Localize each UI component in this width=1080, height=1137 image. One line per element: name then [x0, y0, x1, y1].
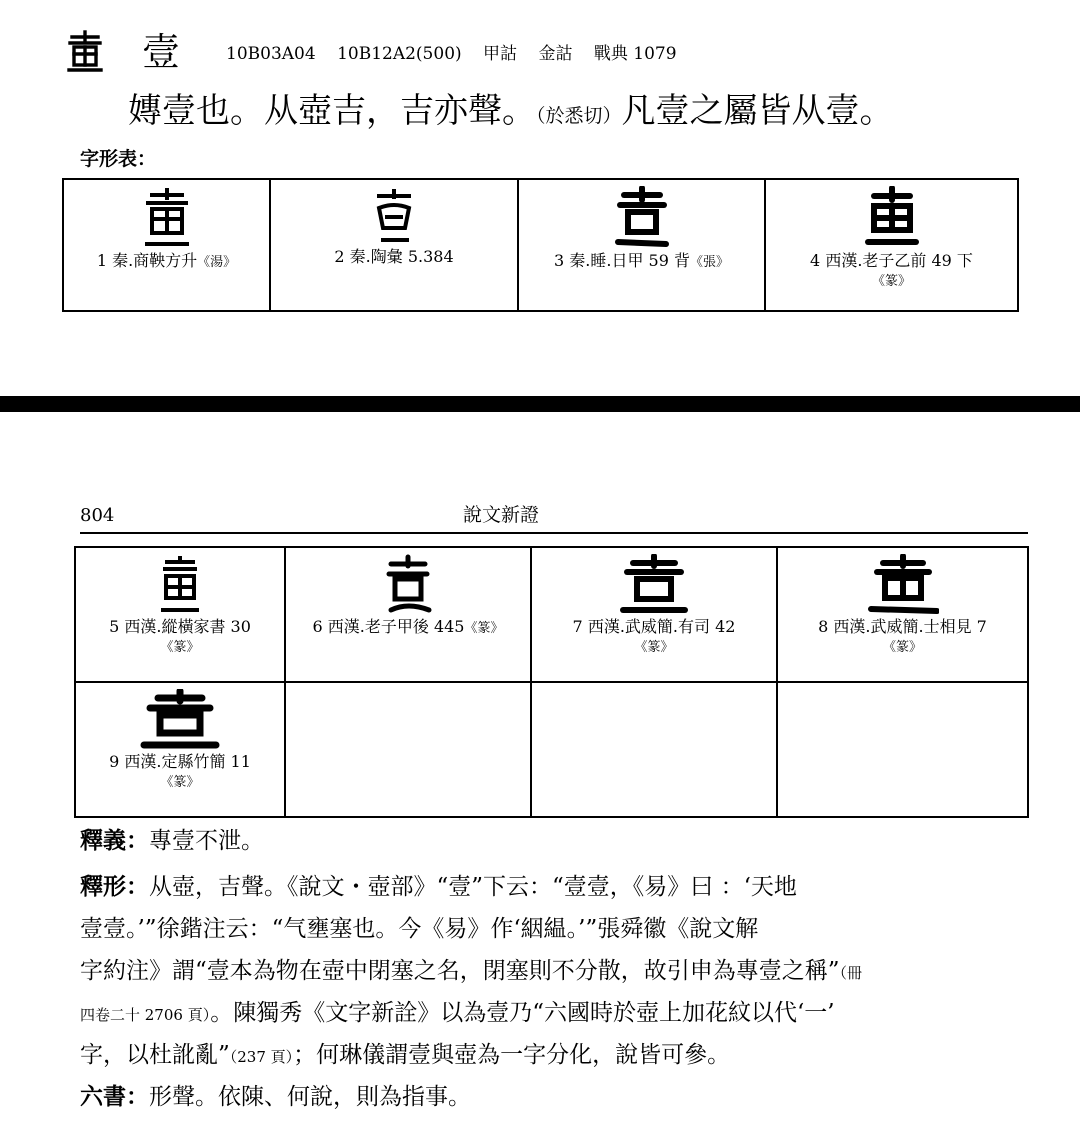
paragraph-line [80, 998, 835, 1030]
reference-code: 金詁 [538, 44, 573, 64]
definition-text: 嫥壹也。从壺吉，吉亦聲。 [128, 91, 536, 131]
glyph-caption: 6 西漢.老子甲後 445 [312, 617, 465, 636]
glyph-cell [63, 179, 270, 311]
reference-code: 10B03A04 [226, 44, 316, 64]
glyph-caption: 4 西漢.老子乙前 49 下 [810, 251, 973, 270]
citation-note: （冊 [839, 964, 863, 982]
section-label: 釋形： [80, 873, 149, 900]
definition-text: 凡壹之屬皆从壹。 [621, 91, 894, 131]
glyph-table-label: 字形表： [80, 148, 157, 170]
seal-glyph-icon [142, 186, 192, 250]
glyph-cell [75, 682, 285, 817]
reference-code: 10B12A2(500) [337, 44, 462, 64]
section-label: 釋義： [80, 827, 149, 854]
paragraph-text: 字約注》謂“壹本為物在壺中閉塞之名，閉塞則不分散，故引申為專壹之稱” [80, 958, 840, 984]
paragraph-text: 形聲。依陳、何說，則為指事。 [149, 1084, 471, 1110]
shixing-paragraph [80, 872, 797, 902]
reference-code: 戰典 1079 [593, 44, 677, 64]
glyph-cell [285, 547, 531, 682]
brush-glyph-icon [614, 186, 670, 250]
page-divider-band [0, 396, 1080, 412]
seal-glyph-icon [371, 186, 417, 246]
fanqie-note: （於悉切） [536, 105, 622, 127]
glyph-source: 《篆》 [464, 621, 504, 636]
paragraph-text: 專壹不泄。 [149, 828, 264, 854]
glyph-caption: 2 秦.陶彙 5.384 [334, 247, 454, 266]
glyph-forms-table [74, 546, 1029, 818]
empty-cell [531, 682, 777, 817]
brush-glyph-icon [864, 186, 920, 250]
paragraph-text: 。陳獨秀《文字新詮》以為壹乃“六國時於壺上加花紋以代‘一’ [210, 1000, 835, 1026]
paragraph-line [80, 956, 862, 988]
glyph-source: 《篆》 [882, 640, 922, 655]
glyph-caption: 1 秦.商鞅方升 [96, 251, 198, 270]
glyph-caption: 3 秦.睡.日甲 59 背 [554, 251, 690, 270]
section-label: 六書： [80, 1083, 149, 1110]
paragraph-text: 从壺，吉聲。《說文・壺部》“壹”下云：“壹壹，《易》曰 ：‘天地 [149, 874, 797, 900]
empty-cell [777, 682, 1028, 817]
glyph-cell [531, 547, 777, 682]
empty-cell [285, 682, 531, 817]
glyph-cell [765, 179, 1018, 311]
glyph-source: 《張》 [689, 255, 729, 270]
reference-codes [226, 42, 693, 66]
brush-glyph-icon [383, 554, 433, 616]
glyph-caption: 5 西漢.縱橫家書 30 [109, 617, 251, 636]
brush-glyph-icon [157, 554, 203, 616]
reference-code: 甲詁 [483, 44, 518, 64]
headword-character: 壹 [142, 30, 181, 74]
shiyi-paragraph [80, 826, 264, 856]
glyph-forms-table [62, 178, 1019, 312]
glyph-cell [777, 547, 1028, 682]
glyph-cell [270, 179, 518, 311]
citation-note: 四卷二十 2706 頁） [80, 1006, 211, 1024]
glyph-cell [518, 179, 765, 311]
brush-glyph-icon [619, 554, 689, 616]
seal-script-glyph-icon [66, 30, 104, 74]
shuowen-definition [128, 88, 894, 139]
glyph-source: 《篆》 [871, 274, 911, 289]
glyph-source: 《篆》 [160, 640, 200, 655]
citation-note: （237 頁） [229, 1048, 294, 1066]
brush-glyph-icon [140, 689, 220, 751]
page-number: 804 [80, 505, 115, 526]
glyph-source: 《篆》 [634, 640, 674, 655]
brush-glyph-icon [867, 554, 939, 616]
glyph-source: 《篆》 [160, 775, 200, 790]
glyph-cell [75, 547, 285, 682]
header-rule [80, 532, 1028, 534]
glyph-caption: 7 西漢.武威簡.有司 42 [572, 617, 736, 636]
paragraph-text: 壹壹。’”徐鍇注云：“气壅塞也。今《易》作‘絪緼。’”張舜徽《說文解 [80, 916, 759, 942]
paragraph-text: ；何琳儀謂壹與壺為一字分化，說皆可參。 [293, 1042, 731, 1068]
paragraph-text: 字，以杜訛亂” [80, 1042, 230, 1068]
glyph-caption: 9 西漢.定縣竹簡 11 [109, 752, 251, 771]
paragraph-line [80, 914, 758, 944]
glyph-source: 《湯》 [197, 255, 237, 270]
paragraph-line [80, 1040, 730, 1072]
liushu-paragraph [80, 1082, 471, 1112]
glyph-caption: 8 西漢.武威簡.士相見 7 [818, 617, 987, 636]
running-title: 說文新證 [463, 504, 540, 526]
